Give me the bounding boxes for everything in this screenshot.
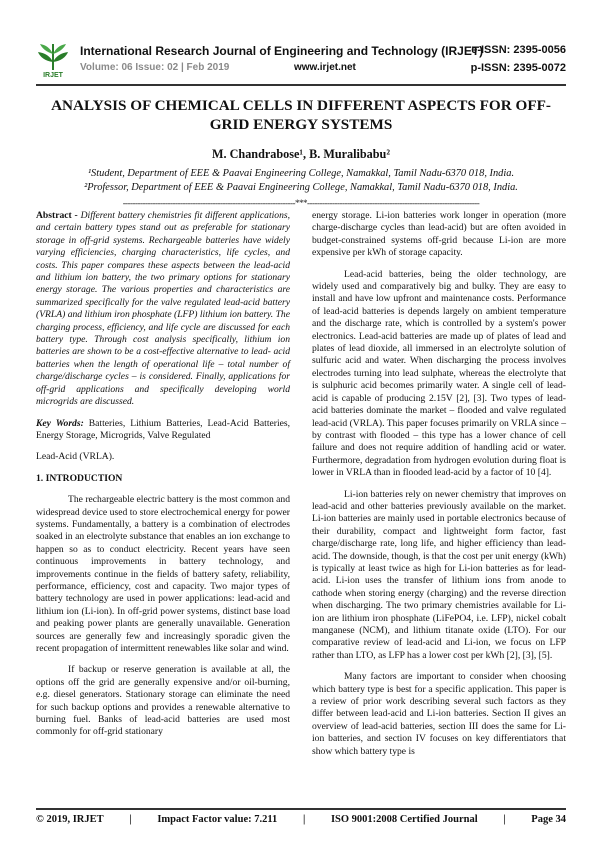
abstract-text: Different battery chemistries fit different applications, and certain battery types stand out as preferable for stationary storage in off-grid systems. Rechargeable batteries have widely varying efficiencies, charging characteristics, life cycles, and costs. This paper compares these aspects between the lead-acid and lithium ion battery, the two primary options for stationary energy storage. The various properties and characteristics are summarized specifically for the valve regulated lead-acid battery (VRLA) and lithium iron phosphate (LFP) lithium ion battery. The charging process, efficiency, and life cycle are discussed for each battery type. Through cost analysis specifically, lithium ion batteries are shown to be a cost-effective alternative to lead- acid batteries when the length of operational life – total number of charge/discharge cycles – is considered. Finally, applications for off-grid applications and specifically developing world microgrids are discussed.	[36, 210, 290, 408]
paper-title: ANALYSIS OF CHEMICAL CELLS IN DIFFERENT ASPECTS FOR OFF-GRID ENERGY SYSTEMS	[51, 97, 551, 133]
left-column	[36, 210, 290, 739]
p-issn: p-ISSN: 2395-0072	[470, 62, 566, 74]
irjet-logo: IRJET	[36, 42, 70, 80]
journal-title: International Research Journal of Engineering and Technology (IRJET)	[80, 44, 484, 58]
e-issn: e-ISSN: 2395-0056	[471, 44, 566, 56]
footer-iso: ISO 9001:2008 Certified Journal	[330, 814, 478, 825]
paragraph: The rechargeable electric battery is the most common and widespread device used to store electrochemical energy for power systems. Fundamentally, a battery is a combination of electrodes soaked in an electrolyte substance that enables an ion exchange to happen so as to conduct electricity. Recent years have seen continuous improvements in battery technology, and improvements continue in the fields of battery safety, reliability, performance, efficiency, cost and capacity. Two major types of battery technology are used in power applications: lead-acid and lithium ion (Li-ion). In off-grid power systems, distinct base load and peaking power plants are generally unavailable. Generation sources are generally few and increasingly sporadic given the recent propagation of intermittent renewables like solar and wind.	[36, 494, 290, 654]
paragraph: Many factors are important to consider when choosing which battery type is best for a specific application. This paper is a review of prior work describing several such factors as they differ between lead-acid and Li-ion batteries. Section II gives an overview of lead-acid batteries, section III does the same for Li-ion batteries, and section IV focuses on key differentiators that show which battery type is	[312, 671, 566, 757]
keywords-label: Key Words:	[36, 417, 84, 429]
affiliation-2: ²Professor, Department of EEE & Paavai Engineering College, Namakkal, Tamil Nadu-6370 018, India.	[84, 182, 518, 193]
website-link[interactable]: www.irjet.net	[294, 62, 356, 73]
keywords-tail: Lead-Acid (VRLA).	[36, 451, 115, 463]
journal-header	[36, 42, 566, 82]
header-rule	[36, 84, 566, 86]
page-number: Page 34	[531, 814, 566, 825]
keywords	[36, 418, 290, 443]
right-column	[312, 210, 566, 758]
footer-rule	[36, 808, 566, 810]
page-footer: © 2019, IRJET | Impact Factor value: 7.211 | ISO 9001:2008 Certified Journal | Page 34	[36, 814, 566, 825]
abstract-label: Abstract -	[36, 210, 78, 221]
paragraph: Li-ion batteries rely on newer chemistry that improves on lead-acid and other batteries previously available on the market. Li-ion batteries are mainly used in portable electronics because of their durability, compact and lightweight form factor, fast charge/discharge rate, long life, and higher efficiency than lead-acid. The downside, though, is that the cost per unit energy (kWh) is typically at least twice as high for Li-ion batteries as for lead-acid. Li-ion uses the transfer of lithium ions from anode to cathode when storing energy (charging) and the reverse direction when discharging. The two primary chemistries available for Li-ion are lithium iron phosphate (LiFePO4, i.e. LFP), nickel cobalt manganese (NCM), and lithium titanate oxide (LTO). For our comparative review of lead-acid and Li-ion, we focus on LFP rather than LTO, as LFP has a lower cost per kWh [2], [3], [5].	[312, 488, 566, 661]
section-divider: ---------------------------------------------------------------------***---------------------------------------------------------------------	[122, 198, 480, 208]
paragraph: Lead-acid batteries, being the older technology, are widely used and comparatively big and bulky. They are easy to install and have low upfront and maintenance costs. Performance of lead-acid batteries is depends largely on ambient temperature and the discharge rate, which is controlled by a system's power electronics. Lead-acid batteries are made up of plates of lead and plates of lead dioxide, all immersed in an electrolyte solution of sulfuric acid and water. When discharging the process involves electrodes turning into lead sulphate, whereas the electrolyte that is sulphuric acid becomes primarily water. A single cell of lead-acid is capable of producing 2.15V [2], [3]. Two types of lead-acid batteries dominate the market – flooded and valve regulated lead-acid (VRLA). This paper focuses primarily on VRLA since – by contrast with flooded – this type has a lower chance of cell failure and does not require addition of handling acid or water. Furthermore, degradation from hydrogen evolution during float is lower in VRLA than in flooded lead-acid by a factor of 10 [4].	[312, 268, 566, 479]
volume-issue: Volume: 06 Issue: 02 | Feb 2019	[80, 62, 230, 73]
keywords-text: Batteries, Lithium Batteries, Lead-Acid Batteries, Energy Storage, Microgrids, Valve Regulated	[36, 417, 291, 441]
paragraph: If backup or reserve generation is available at all, the options off the grid are generally expensive and/or oil-burning, e.g. diesel generators. Stationary storage can eliminate the need for such backup options and provides a renewable alternative to burning fuel. Banks of lead-acid batteries are used most commonly for off-grid stationary	[36, 664, 290, 738]
paragraph: energy storage. Li-ion batteries work longer in operation (more charge-discharge cycles than lead-acid) but are often avoided in budget-constrained systems off-grid because Li-ion are more expensive per kWh of storage capacity.	[312, 210, 566, 259]
affiliation-1: ¹Student, Department of EEE & Paavai Engineering College, Namakkal, Tamil Nadu-6370 018, India.	[87, 168, 515, 179]
footer-copyright: © 2019, IRJET	[36, 814, 104, 825]
footer-impact-factor: Impact Factor value: 7.211	[157, 814, 278, 825]
section-heading-introduction: 1. INTRODUCTION	[36, 472, 123, 484]
abstract	[36, 210, 290, 409]
paper-authors: M. Chandrabose¹, B. Muralibabu²	[212, 147, 390, 161]
